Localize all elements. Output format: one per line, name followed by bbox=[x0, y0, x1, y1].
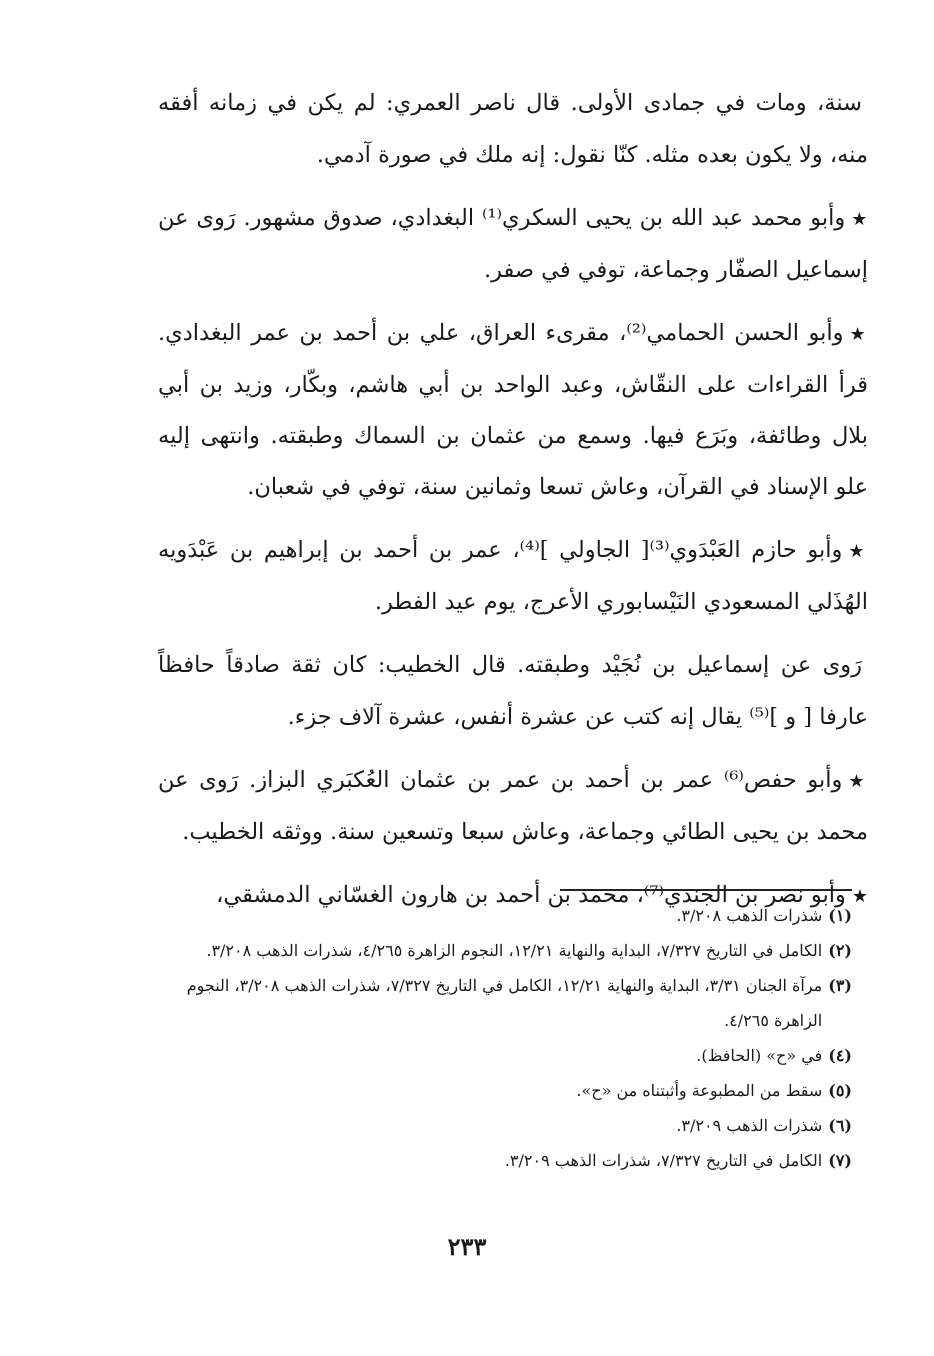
footnote-number: (٢) bbox=[828, 941, 852, 960]
star-marker: ★ bbox=[851, 209, 868, 230]
paragraph bbox=[158, 78, 868, 181]
footnote bbox=[158, 1143, 852, 1178]
footnote-number: (٤) bbox=[828, 1046, 852, 1065]
footnote-text: الكامل في التاريخ ٧/٣٢٧، البداية والنهاية ١٢/٢١، النجوم الزاهرة ٤/٢٦٥، شذرات الذهب ٣/٢٠٨. bbox=[206, 941, 823, 960]
footnote-number: (٣) bbox=[828, 976, 852, 995]
footnote bbox=[158, 1073, 852, 1108]
footnote-text: شذرات الذهب ٣/٢٠٩. bbox=[676, 1116, 823, 1135]
footnote bbox=[158, 898, 852, 933]
footnote bbox=[158, 933, 852, 968]
footnote-text: مرآة الجنان ٣/٣١، البداية والنهاية ١٢/٢١، الكامل في التاريخ ٧/٣٢٧، شذرات الذهب ٣/٢٠٨، النجوم الزاهرة ٤/٢٦٥. bbox=[186, 976, 823, 1030]
paragraph bbox=[158, 525, 868, 628]
paragraph-text: وأبو الحسن الحمامي⁽²⁾، مقرىء العراق، علي بن أحمد بن عمر البغدادي. قرأ القراءات على النقّاش، وعبد الواحد بن أبي هاشم، وبكّار، وزيد بن أبي بلال وطائفة، وبَرَع فيها. وسمع من عثمان بن السماك وطبقته. وانتهى إليه علو الإسناد في القرآن، وعاش تسعا وثمانين سنة، توفي في شعبان. bbox=[158, 320, 868, 500]
paragraph bbox=[158, 308, 868, 513]
main-text bbox=[158, 78, 868, 934]
footnote-text: الكامل في التاريخ ٧/٣٢٧، شذرات الذهب ٣/٢٠٩. bbox=[504, 1151, 823, 1170]
paragraph bbox=[158, 755, 868, 858]
footnote-number: (١) bbox=[828, 906, 852, 925]
paragraph-text: وأبو نصر بن الجندي⁽⁷⁾، محمد بن أحمد بن هارون الغسّاني الدمشقي، bbox=[216, 882, 846, 908]
footnote-number: (٥) bbox=[828, 1081, 852, 1100]
footnote-number: (٦) bbox=[828, 1116, 852, 1135]
star-marker: ★ bbox=[848, 771, 868, 792]
footnote-text: سقط من المطبوعة وأثبتناه من «ح». bbox=[576, 1081, 823, 1100]
paragraph-text: سنة، ومات في جمادى الأولى. قال ناصر العمري: لم يكن في زمانه أفقه منه، ولا يكون بعده مثله. كنّا نقول: إنه ملك في صورة آدمي. bbox=[158, 90, 868, 168]
paragraph-text: رَوى عن إسماعيل بن نُجَيْد وطبقته. قال الخطيب: كان ثقة صادقاً حافظاً عارفا [ و ]⁽⁵⁾ يقال إنه كتب عن عشرة أنفس، عشرة آلاف جزء. bbox=[158, 652, 868, 730]
paragraph bbox=[158, 640, 868, 743]
footnotes bbox=[158, 898, 852, 1178]
star-marker: ★ bbox=[848, 541, 869, 562]
paragraph-text: وأبو حفص⁽⁶⁾ عمر بن أحمد بن عمر بن عثمان العُكبَري البزاز. رَوى عن محمد بن يحيى الطائي وجماعة، وعاش سبعا وتسعين سنة. ووثقه الخطيب. bbox=[158, 767, 868, 845]
page-number: ٢٣٣ bbox=[447, 1232, 487, 1261]
footnote bbox=[158, 1038, 852, 1073]
footnote-text: شذرات الذهب ٣/٢٠٨. bbox=[676, 906, 823, 925]
paragraph bbox=[158, 193, 868, 296]
paragraph-text: وأبو محمد عبد الله بن يحيى السكري⁽¹⁾ البغدادي، صدوق مشهور. رَوى عن إسماعيل الصفّار وجماعة، توفي في صفر. bbox=[158, 205, 868, 283]
star-marker: ★ bbox=[851, 886, 868, 907]
footnote bbox=[158, 1108, 852, 1143]
footnote bbox=[158, 968, 852, 1038]
paragraph-text: وأبو حازم العَبْدَوي⁽³⁾[ الجاولي ]⁽⁴⁾، عمر بن أحمد بن إبراهيم بن عَبْدَويه الهُذَلي المسعودي النَيْسابوري الأعرج، يوم عيد الفطر. bbox=[158, 537, 868, 615]
footnote-divider bbox=[560, 889, 852, 891]
footnote-number: (٧) bbox=[828, 1151, 852, 1170]
star-marker: ★ bbox=[849, 324, 868, 345]
footnote-text: في «ح» (الحافظ). bbox=[696, 1046, 823, 1065]
